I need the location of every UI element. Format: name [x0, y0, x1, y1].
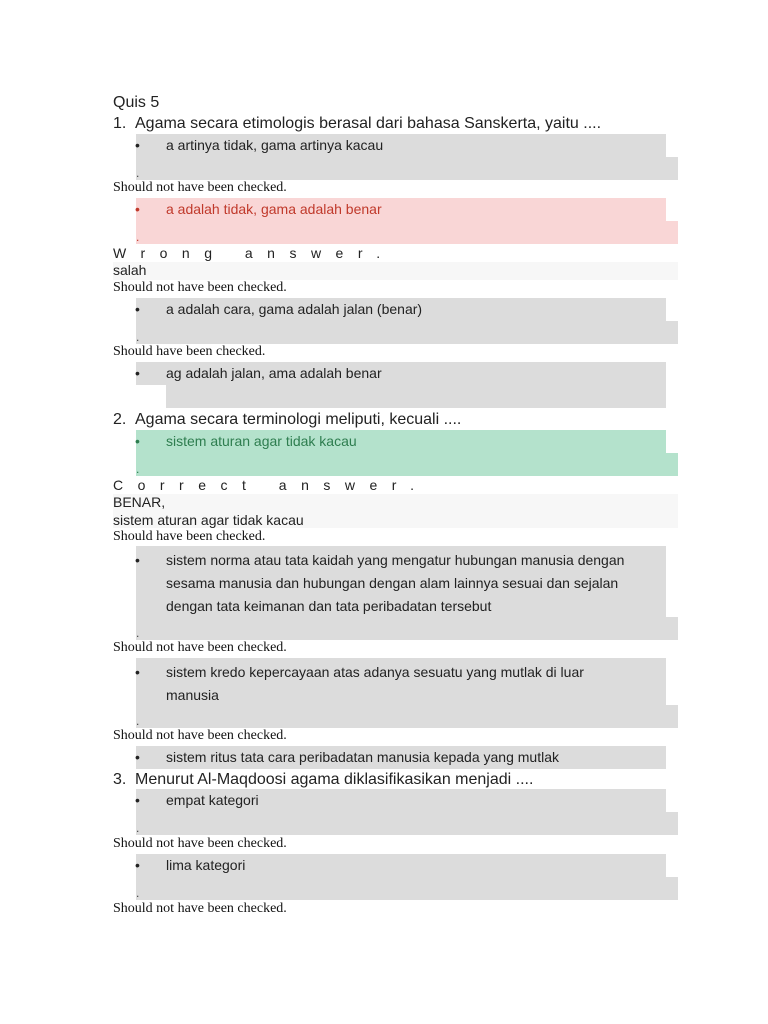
feedback-text: Should not have been checked. [113, 280, 287, 295]
feedback-text: Should not have been checked. [113, 640, 287, 655]
option-dot: . [136, 714, 140, 728]
option-label: lima kategori [166, 857, 246, 873]
result-detail: BENAR, [113, 494, 166, 510]
bullet-icon: • [135, 792, 140, 808]
question-1-title [113, 115, 601, 133]
answer-option[interactable] [136, 854, 678, 900]
quiz-title: Quis 5 [113, 94, 160, 111]
question-text: Agama secara terminologi meliputi, kecuali .... [135, 411, 462, 428]
option-label-line: dengan tata keimanan dan tata peribadatan tersebut [166, 598, 492, 614]
question-number: 1. [113, 115, 127, 132]
option-label: a adalah tidak, gama adalah benar [166, 201, 382, 217]
feedback-text: Should not have been checked. [113, 901, 287, 916]
bullet-icon: • [135, 201, 140, 217]
question-text: Agama secara etimologis berasal dari bahasa Sanskerta, yaitu .... [135, 115, 602, 132]
option-label-line: sistem kredo kepercayaan atas adanya sesuatu yang mutlak di luar [166, 664, 584, 680]
answer-option[interactable] [136, 362, 678, 408]
result-label-wrong: Wrong answer. [113, 245, 395, 261]
bullet-icon: • [135, 857, 140, 873]
answer-option-correct[interactable] [136, 430, 678, 476]
bullet-icon: • [135, 301, 140, 317]
option-label: sistem aturan agar tidak kacau [166, 433, 357, 449]
option-dot: . [136, 166, 140, 180]
feedback-text: Should not have been checked. [113, 728, 287, 743]
bullet-icon: • [135, 749, 140, 765]
feedback-text: Should have been checked. [113, 344, 266, 359]
option-dot: . [136, 330, 140, 344]
option-label: empat kategori [166, 792, 259, 808]
feedback-text: Should not have been checked. [113, 836, 287, 851]
result-detail: salah [113, 262, 147, 278]
option-label: a adalah cara, gama adalah jalan (benar) [166, 301, 423, 317]
option-label-line: sesama manusia dan hubungan dengan alam lainnya sesuai dan sejalan [166, 575, 619, 591]
answer-option[interactable] [136, 546, 678, 640]
answer-option[interactable] [136, 746, 678, 769]
feedback-text: Should have been checked. [113, 529, 266, 544]
option-label: a artinya tidak, gama artinya kacau [166, 137, 384, 153]
answer-option[interactable] [136, 789, 678, 835]
question-number: 3. [113, 771, 127, 788]
result-detail: sistem aturan agar tidak kacau [113, 512, 304, 528]
option-dot: . [136, 230, 140, 244]
option-dot: . [136, 462, 140, 476]
option-label: sistem ritus tata cara peribadatan manusia kepada yang mutlak [166, 749, 559, 765]
question-2-title [113, 411, 461, 429]
result-label-correct: Correct answer. [113, 477, 429, 493]
bullet-icon: • [135, 365, 140, 381]
answer-option-wrong[interactable] [136, 198, 678, 244]
option-label-line: manusia [166, 687, 219, 703]
question-3-title [113, 771, 533, 789]
bullet-icon: • [135, 664, 140, 680]
feedback-text: Should not have been checked. [113, 180, 287, 195]
option-dot: . [136, 886, 140, 900]
bullet-icon: • [135, 552, 140, 568]
question-number: 2. [113, 411, 127, 428]
answer-option[interactable] [136, 298, 678, 344]
option-dot: . [136, 821, 140, 835]
question-text: Menurut Al-Maqdoosi agama diklasifikasikan menjadi .... [135, 771, 534, 788]
bullet-icon: • [135, 137, 140, 153]
option-label-line: sistem norma atau tata kaidah yang mengatur hubungan manusia dengan [166, 552, 625, 568]
bullet-icon: • [135, 433, 140, 449]
option-label: ag adalah jalan, ama adalah benar [166, 365, 382, 381]
answer-option[interactable] [136, 134, 678, 180]
answer-option[interactable] [136, 658, 678, 728]
option-dot: . [136, 626, 140, 640]
